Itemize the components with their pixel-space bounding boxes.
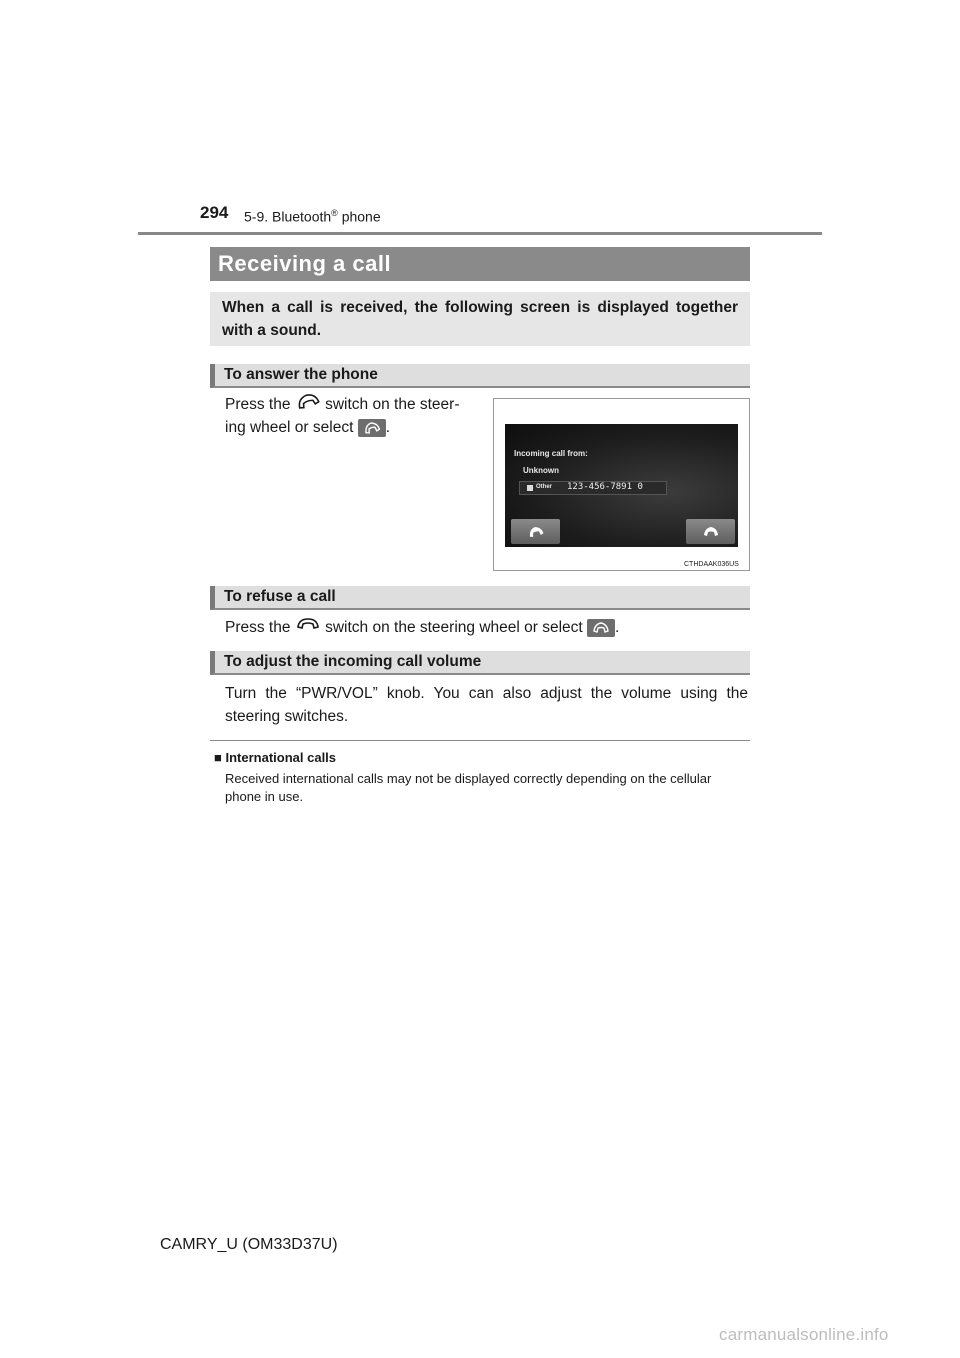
volume-heading: To adjust the incoming call volume (210, 651, 750, 675)
screen-title: Incoming call from: (514, 449, 588, 458)
phone-type-label: Other (536, 484, 553, 490)
refuse-text: Press the switch on the steering wheel or select . (225, 616, 750, 639)
note-rule (210, 740, 750, 741)
note-title: ■ International calls (214, 750, 337, 765)
answer-phone-icon (358, 419, 386, 437)
phone-off-hook-icon (295, 393, 321, 416)
answer-heading: To answer the phone (210, 364, 750, 388)
image-code: CTHDAAK036US (684, 561, 739, 568)
footer-model-code: CAMRY_U (OM33D37U) (160, 1236, 338, 1253)
caller-name: Unknown (523, 466, 559, 475)
note-body: Received international calls may not be displayed correctly depending on the cellular phone in use. (225, 771, 712, 804)
answer-button[interactable] (511, 519, 560, 544)
caller-number: 123-456-7891 0 (567, 482, 643, 492)
chapter-title: 5-9. Bluetooth® phone (244, 208, 381, 225)
section-title: Receiving a call (210, 247, 750, 281)
intro-box: When a call is received, the following screen is displayed together with a sound. (210, 292, 750, 346)
hang-up-button[interactable] (686, 519, 735, 544)
hang-up-phone-icon (587, 619, 615, 637)
header-rule (138, 232, 822, 235)
page-number: 294 (200, 203, 229, 222)
volume-text: Turn the “PWR/VOL” knob. You can also adjust the volume using the steering switches. (225, 685, 748, 725)
phone-on-hook-icon (295, 616, 321, 639)
incoming-call-screen (505, 424, 738, 547)
answer-text: Press the switch on the steer- ing wheel or select . (225, 393, 485, 439)
refuse-heading: To refuse a call (210, 586, 750, 610)
watermark: carmanualsonline.info (719, 1325, 889, 1344)
phone-type-icon (527, 485, 533, 491)
